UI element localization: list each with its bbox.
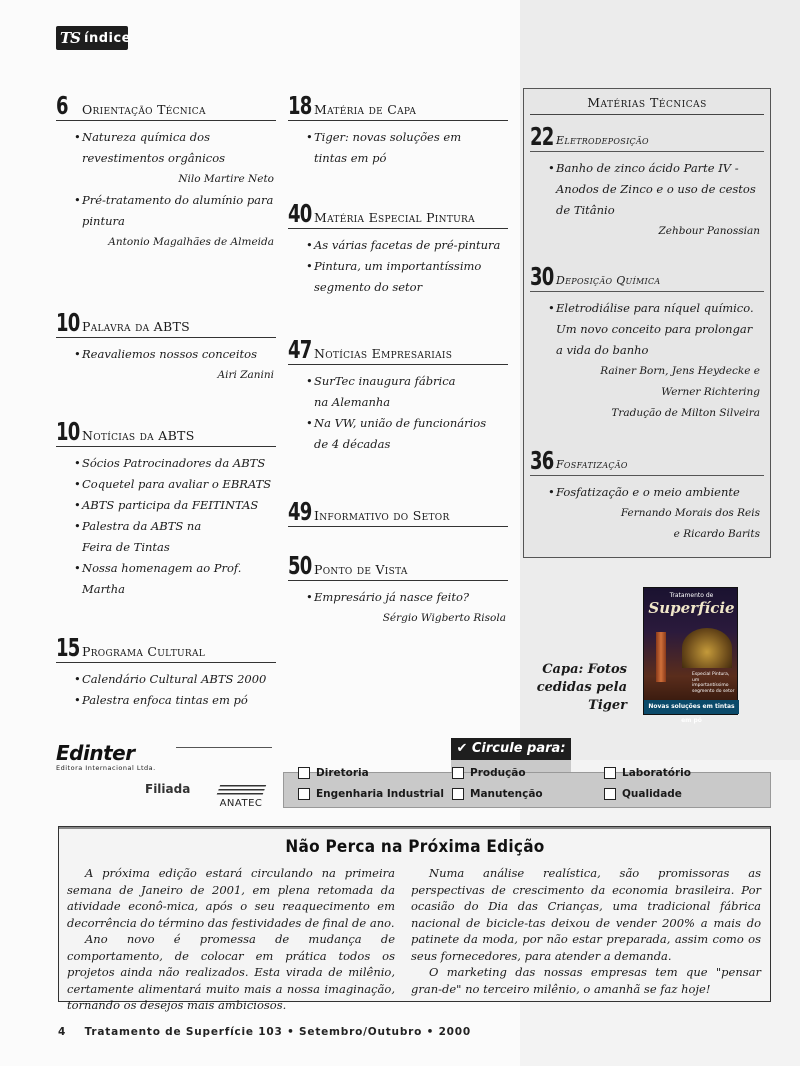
page-number: 49 xyxy=(288,497,312,526)
page-number: 6 xyxy=(56,91,68,120)
divider xyxy=(176,747,272,748)
index-header-tag xyxy=(56,26,131,50)
toc-item[interactable]: • Natureza química dos revestimentos orgânicos xyxy=(56,127,276,169)
toc-item[interactable]: • Palestra da ABTS na Feira de Tintas xyxy=(56,516,236,558)
checkbox-engenharia-industrial[interactable] xyxy=(298,788,444,800)
anatec-stripes-icon xyxy=(216,785,266,797)
page-footer xyxy=(58,1026,471,1038)
toc-item[interactable]: • Reavaliemos nossos conceitos xyxy=(56,344,276,365)
magazine-logo: TS xyxy=(60,29,80,47)
checkbox-label: Qualidade xyxy=(622,788,682,800)
checkbox-manutencao[interactable] xyxy=(452,788,543,800)
page-number: 10 xyxy=(56,308,80,337)
nao-perca-box xyxy=(58,826,771,1012)
toc-item[interactable]: • As várias facetas de pré-pintura xyxy=(288,235,508,256)
paragraph: Numa análise realística, são promissoras as perspectivas de crescimento da economia brasileira. Por ocasião do Dia das Crianças, uma tradicional fábrica nacional de biciclе-tas deixou de vender 200% a mais do patinete da moda, por não estar preparada, assim como os seus fornecedores, para atender a demanda. xyxy=(411,866,761,963)
checkbox-diretoria[interactable] xyxy=(298,767,369,779)
section-informativo-do-setor[interactable] xyxy=(288,497,508,527)
page-number: 50 xyxy=(288,551,312,580)
toc-item[interactable]: • SurTec inaugura fábrica na Alemanha xyxy=(288,371,458,413)
toc-item[interactable]: • Na VW, união de funcionários de 4 décadas xyxy=(288,413,498,455)
paragraph: Ano novo é promessa de mudança de comportamento, de colocar em prática todos os projetos ainda não realizados. Esta virada de milênio, certamente alimentará muito mais a nossa imaginação, tornando os desejos mais ambiciosos. xyxy=(67,932,395,1012)
section-title: Informativo do Setor xyxy=(314,508,450,523)
author: Zehbour Panossian xyxy=(658,225,760,237)
anatec-name: ANATEC xyxy=(219,798,263,809)
nao-perca-left-column xyxy=(67,865,395,1014)
cover-caption: Capa: Fotos cedidas pela Tiger xyxy=(536,662,627,713)
checkbox-label: Engenharia Industrial xyxy=(316,788,444,800)
section-title: Orientação Técnica xyxy=(82,102,206,117)
checkbox-producao[interactable] xyxy=(452,767,526,779)
section-title: Palavra da ABTS xyxy=(82,319,190,334)
toc-item[interactable]: • Eletrodiálise para níquel químico. Um novo conceito para prolongar a vida do banho xyxy=(524,298,764,361)
section-deposicao-quimica xyxy=(524,262,764,424)
section-eletrodeposicao xyxy=(524,122,764,242)
section-palavra-abts xyxy=(56,308,276,386)
page-number: 40 xyxy=(288,199,312,228)
page-number: 10 xyxy=(56,417,80,446)
toc-item[interactable]: • ABTS participa da FEITINTAS xyxy=(56,495,276,516)
footer-publication: Tratamento de Superfície 103 • Setembro/Outubro • 2000 xyxy=(84,1026,471,1038)
footer-page-number: 4 xyxy=(58,1026,67,1038)
author: Werner Richtering xyxy=(661,386,760,398)
section-materia-especial-pintura xyxy=(288,199,508,298)
nao-perca-right-column xyxy=(411,865,761,997)
edinter-name: Edinter xyxy=(56,741,135,765)
page-number: 15 xyxy=(56,633,80,662)
cover-title-top: Tratamento de xyxy=(669,592,714,599)
materias-tecnicas-box xyxy=(523,88,771,558)
toc-item[interactable]: • Tiger: novas soluções em tintas em pó xyxy=(288,127,468,169)
checkbox-icon[interactable] xyxy=(298,788,310,800)
toc-item[interactable]: • Sócios Patrocinadores da ABTS xyxy=(56,453,276,474)
section-title: Ponto de Vista xyxy=(314,562,408,577)
checkbox-label: Diretoria xyxy=(316,767,369,779)
toc-item[interactable]: • Pintura, um importantíssimo segmento do setor xyxy=(288,256,488,298)
toc-item[interactable]: • Banho de zinco ácido Parte IV - Anodos de Zinco e o uso de cestos de Titânio xyxy=(524,158,764,221)
toc-item[interactable]: • Coquetel para avaliar o EBRATS xyxy=(56,474,276,495)
anatec-logo xyxy=(210,785,272,809)
section-title: Eletrodeposição xyxy=(556,134,649,147)
section-fosfatizacao xyxy=(524,446,764,545)
section-noticias-abts xyxy=(56,417,276,600)
author: Antonio Magalhães de Almeida xyxy=(108,236,274,248)
section-ponto-de-vista xyxy=(288,551,508,629)
edinter-subtitle: Editora Internacional Ltda. xyxy=(56,764,156,772)
section-title: Deposição Química xyxy=(556,274,661,287)
toc-item[interactable]: • Palestra enfoca tintas em pó xyxy=(56,690,276,711)
filiada-label: Filiada xyxy=(145,782,191,796)
page-number: 36 xyxy=(530,446,554,475)
cover-title-script: Superfície xyxy=(648,599,735,617)
author: e Ricardo Barits xyxy=(673,528,760,540)
cover-small-text: Especial Pintura, um importantíssimo segmento do setor xyxy=(692,672,735,694)
translator: Tradução de Milton Silveira xyxy=(611,407,760,419)
checkbox-icon[interactable] xyxy=(452,767,464,779)
checkbox-icon[interactable] xyxy=(604,788,616,800)
edinter-logo xyxy=(56,742,172,772)
section-materia-de-capa xyxy=(288,91,508,169)
checkbox-icon[interactable] xyxy=(604,767,616,779)
author: Nilo Martire Neto xyxy=(178,173,274,185)
section-orientacao-tecnica xyxy=(56,91,276,253)
section-title: Fosfatização xyxy=(556,458,628,471)
toc-item[interactable]: • Pré-tratamento do alumínio para pintura xyxy=(56,190,276,232)
checkbox-icon[interactable] xyxy=(452,788,464,800)
nao-perca-title: Não Perca na Próxima Edição xyxy=(284,837,545,857)
cover-dome-graphic xyxy=(682,628,732,668)
section-noticias-empresariais xyxy=(288,335,508,455)
author: Rainer Born, Jens Heydecke e xyxy=(600,365,760,377)
toc-item[interactable]: • Nossa homenagem ao Prof. Martha xyxy=(56,558,276,600)
checkbox-icon[interactable] xyxy=(298,767,310,779)
paragraph: A próxima edição estará circulando na primeira semana de Janeiro de 2001, em plena retomada da atividade econô-mica, após o seu reaquecimento em decorrência do término das festividades de final de ano. xyxy=(67,866,395,930)
toc-item[interactable]: • Calendário Cultural ABTS 2000 xyxy=(56,669,276,690)
checkbox-label: Manutenção xyxy=(470,788,543,800)
author: Sérgio Wigberto Risola xyxy=(382,612,506,624)
author: Fernando Morais dos Reis xyxy=(620,507,760,519)
checkbox-qualidade[interactable] xyxy=(604,788,682,800)
section-programa-cultural xyxy=(56,633,276,711)
page-number: 47 xyxy=(288,335,312,364)
index-title: índice xyxy=(84,30,131,46)
checkbox-laboratorio[interactable] xyxy=(604,767,691,779)
checkbox-label: Laboratório xyxy=(622,767,691,779)
toc-item[interactable]: • Fosfatização e o meio ambiente xyxy=(524,482,764,503)
section-title: Notícias da ABTS xyxy=(82,428,195,443)
cover-tower-graphic xyxy=(656,632,666,682)
page-number: 22 xyxy=(530,122,554,151)
cover-band: Novas soluções em tintas em pó xyxy=(644,700,739,714)
page-number: 30 xyxy=(530,262,554,291)
page-number: 18 xyxy=(288,91,312,120)
paragraph: O marketing das nossas empresas tem que "pensar gran-de" no terceiro milênio, o amanhã se faz hoje! xyxy=(411,965,761,996)
section-title: Matéria de Capa xyxy=(314,102,417,117)
section-title: Programa Cultural xyxy=(82,644,206,659)
circule-para-label: ✔ Circule para: xyxy=(451,738,571,760)
section-title: Notícias Empresariais xyxy=(314,346,453,361)
materias-tecnicas-title: Matérias Técnicas xyxy=(530,89,764,115)
checkbox-label: Produção xyxy=(470,767,526,779)
section-title: Matéria Especial Pintura xyxy=(314,210,475,225)
toc-item[interactable]: • Empresário já nasce feito? xyxy=(288,587,508,608)
cover-thumbnail[interactable] xyxy=(643,587,738,724)
author: Airi Zanini xyxy=(217,369,274,381)
